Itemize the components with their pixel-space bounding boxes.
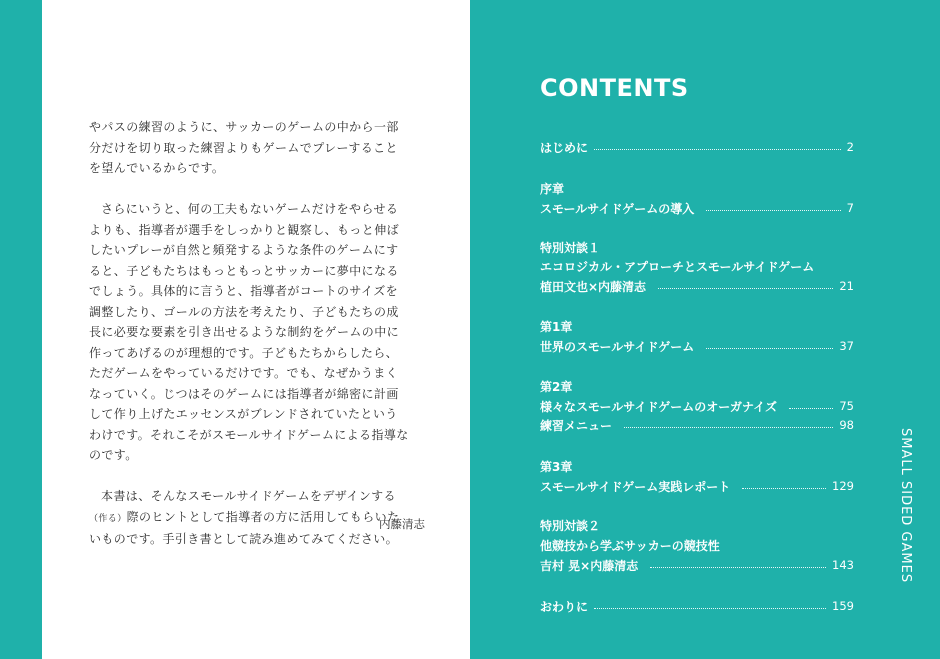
- toc-entry-prologue[interactable]: [540, 198, 854, 218]
- left-page: [42, 0, 470, 659]
- contents-title: CONTENTS: [540, 74, 689, 102]
- essay-paragraph-1: やパスの練習のように、サッカーのゲームの中から一部分だけを切り取った練習よりもゲームでプレーすることを望んでいるからです。: [89, 120, 399, 175]
- toc-page-number: 21: [839, 279, 854, 293]
- toc-page-number: 7: [846, 201, 854, 215]
- toc-section-prologue: 序章: [540, 182, 565, 196]
- toc-page-number: 159: [832, 599, 854, 613]
- toc-entry-title: スモールサイドゲームの導入: [540, 201, 695, 216]
- toc-page-number: 98: [839, 418, 854, 432]
- essay-paragraph-2: さらにいうと、何の工夫もないゲームだけをやらせるよりも、指導者が選手をしっかりと観察し、もっと伸ばしたいプレーが自然と頻発するような条件のゲームにすると、子どもたちはもっともっとサッカーに夢中になるでしょう。具体的に言うと、指導者がコートのサイズを調整したり、ゴールの方法を考えたり、子どもたちの成長に必要な要素を引き出せるような制約をゲームの中に作ってあげるのが理想的です。子どもたちからしたら、ただゲームをやっているだけです。でも、なぜかうまくなっていく。じつはそのゲームには指導者が綿密に計画して作り上げたエッセンスがブレンドされていたというわけです。それこそがスモールサイドゲームによる指導なのです。: [89, 202, 409, 462]
- side-book-title: SMALL SIDED GAMES: [898, 428, 913, 584]
- leader-dots: [742, 488, 826, 489]
- toc-entry-title: 植田文也×内藤清志: [540, 279, 647, 294]
- leader-dots: [650, 567, 826, 568]
- toc-entry-special-2[interactable]: [540, 555, 854, 575]
- leader-dots: [594, 149, 841, 150]
- toc-entry-special-1[interactable]: [540, 276, 854, 296]
- essay-paragraph-3-a: 本書は、そんなスモールサイドゲームをデザインする: [101, 489, 396, 503]
- author-signature: 内藤清志: [379, 517, 425, 531]
- toc-page-number: 2: [846, 140, 854, 154]
- toc-section-chapter-2: 第2章: [540, 380, 573, 394]
- essay-paragraph-3-note: （作る）: [89, 513, 127, 524]
- toc-entry-chapter-2-menu[interactable]: [540, 415, 854, 435]
- toc-section-chapter-3: 第3章: [540, 460, 573, 474]
- toc-entry-intro[interactable]: [540, 137, 854, 157]
- leader-dots: [789, 408, 833, 409]
- toc-entry-title: おわりに: [540, 599, 589, 614]
- toc-entry-chapter-2[interactable]: [540, 396, 854, 416]
- toc-page-number: 143: [832, 558, 854, 572]
- essay-paragraph-3: [89, 486, 409, 550]
- leader-dots: [658, 288, 833, 289]
- toc-page-number: 75: [839, 399, 854, 413]
- toc-entry-chapter-3[interactable]: [540, 476, 854, 496]
- toc-entry-special-1-title[interactable]: エコロジカル・アプローチとスモールサイドゲーム: [540, 260, 815, 274]
- toc-entry-special-2-title[interactable]: 他競技から学ぶサッカーの競技性: [540, 539, 720, 553]
- toc-entry-title: 様々なスモールサイドゲームのオーガナイズ: [540, 399, 778, 414]
- essay-text: [89, 117, 409, 570]
- toc-entry-title: 練習メニュー: [540, 418, 613, 433]
- toc-page-number: 129: [832, 479, 854, 493]
- toc-entry-chapter-1[interactable]: [540, 336, 854, 356]
- toc-entry-title: スモールサイドゲーム実践レポート: [540, 479, 731, 494]
- toc-entry-outro[interactable]: [540, 596, 854, 616]
- toc-section-special-2: 特別対談２: [540, 519, 601, 533]
- leader-dots: [706, 348, 833, 349]
- toc-section-special-1: 特別対談１: [540, 241, 601, 255]
- toc-entry-title: 世界のスモールサイドゲーム: [540, 339, 695, 354]
- leader-dots: [706, 210, 840, 211]
- essay-paragraph-3-b: 際のヒントとして指導者の方に活用してもらいたいものです。手引き書として読み進めてみてください。: [89, 509, 400, 546]
- toc-entry-title: はじめに: [540, 140, 589, 155]
- toc-entry-title: 吉村 晃×内藤清志: [540, 558, 639, 573]
- toc-page-number: 37: [839, 339, 854, 353]
- toc-section-chapter-1: 第1章: [540, 320, 573, 334]
- leader-dots: [624, 427, 833, 428]
- leader-dots: [594, 608, 826, 609]
